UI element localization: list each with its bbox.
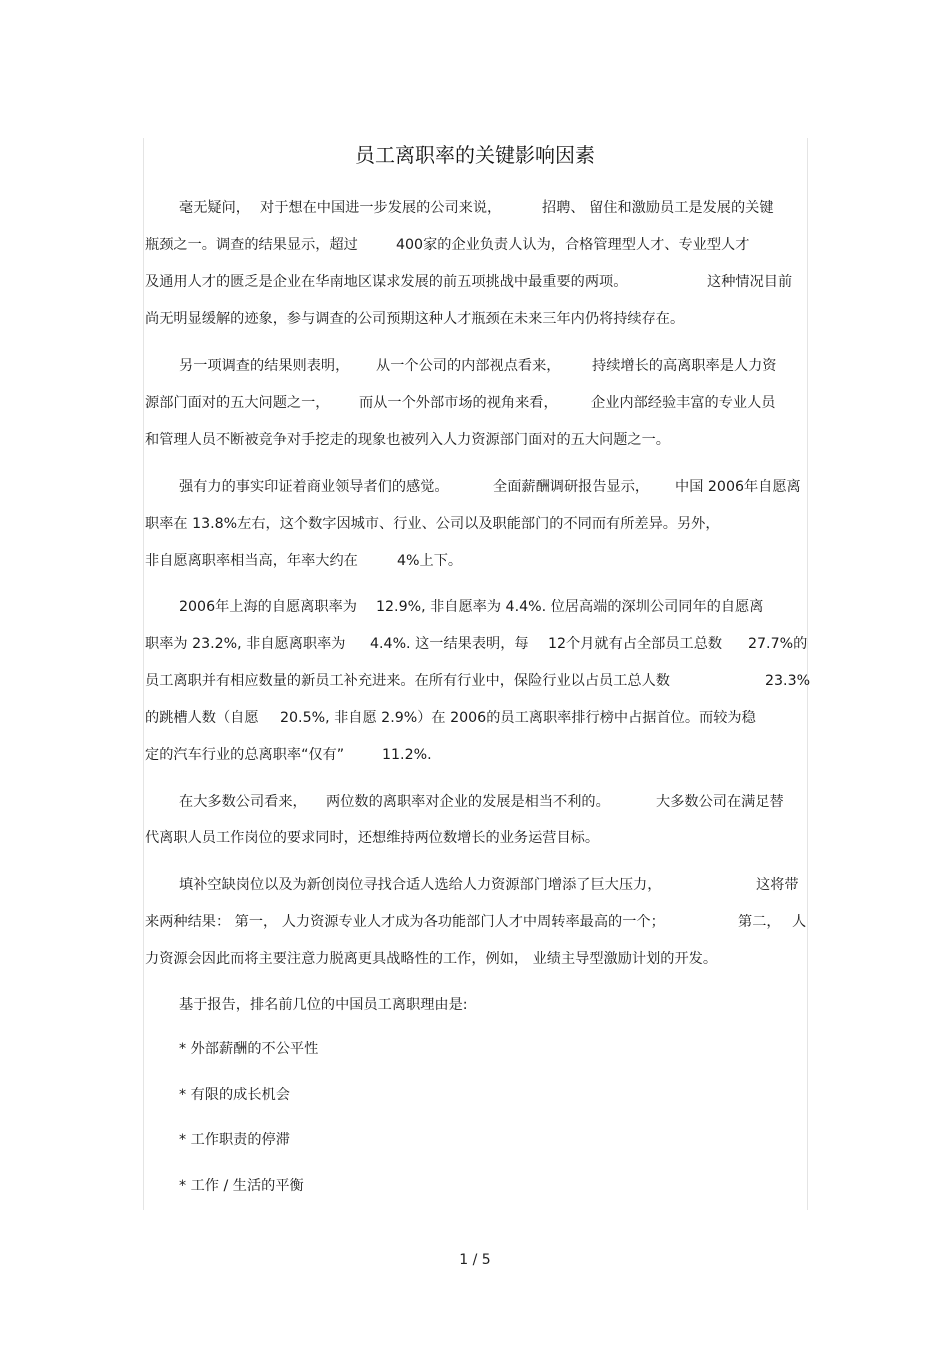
p1-l1c: 招聘、 留住和激励员工是发展的关键 (542, 200, 774, 216)
p2-line-3 (145, 428, 810, 452)
bullet-item-1: * 外部薪酬的不公平性 (179, 1041, 319, 1057)
p1-l3a: 及通用人才的匮乏是企业在华南地区谋求发展的前五项挑战中最重要的两项。 (145, 274, 628, 290)
p4-l2d: 27.7%的 (748, 636, 808, 652)
p1-l2b: 400家的企业负责人认为，合格管理型人才、专业型人才 (396, 237, 750, 253)
p4-l1b: 12.9%, 非自愿率为 4.4%. 位居高端的深圳公司同年的自愿离 (376, 599, 764, 615)
list-item (145, 1128, 810, 1152)
p1-l2a: 瓶颈之一。调查的结果显示，超过 (145, 237, 358, 253)
p3-l1a: 强有力的事实印证着商业领导者们的感觉。 (179, 479, 449, 495)
p1-l1a: 毫无疑问， (179, 200, 250, 216)
p6-line-1 (145, 873, 810, 897)
p2-line-2 (145, 391, 810, 415)
p4-l4b: 20.5%, 非自愿 2.9%）在 2006的员工离职率排行榜中占据首位。而较为稳 (280, 710, 756, 726)
document-title: 员工离职率的关键影响因素 (355, 143, 595, 167)
p7-l1a: 基于报告，排名前几位的中国员工离职理由是: (179, 997, 468, 1013)
list-item (145, 1174, 810, 1198)
list-item (145, 1083, 810, 1107)
p1-line-2 (145, 233, 810, 257)
p5-l2a: 代离职人员工作岗位的要求同时，还想维持两位数增长的业务运营目标。 (145, 830, 600, 846)
p4-l5a: 定的汽车行业的总离职率“仅有” (145, 747, 345, 763)
p1-line-1 (145, 196, 810, 220)
p2-l1a: 另一项调查的结果则表明， (179, 358, 350, 374)
p1-l4a: 尚无明显缓解的迹象，参与调查的公司预期这种人才瓶颈在未来三年内仍将持续存在。 (145, 311, 685, 327)
p5-line-1 (145, 790, 810, 814)
p3-l1c: 中国 2006年自愿离 (675, 479, 801, 495)
p4-l2b: 4.4%. 这一结果表明，每 (370, 636, 529, 652)
p6-l1a: 填补空缺岗位以及为新创岗位寻找合适人选给人力资源部门增添了巨大压力， (179, 877, 662, 893)
p2-line-1 (145, 354, 810, 378)
p6-l2b: 第二， (738, 914, 781, 930)
bullet-item-3: * 工作职责的停滞 (179, 1132, 290, 1148)
p1-l3b: 这种情况目前 (707, 274, 793, 290)
p2-l1c: 持续增长的高离职率是人力资 (592, 358, 777, 374)
p2-l2a: 源部门面对的五大问题之一， (145, 395, 330, 411)
p3-l3a: 非自愿离职率相当高，年率大约在 (145, 553, 358, 569)
p4-l3a: 员工离职并有相应数量的新员工补充进来。在所有行业中，保险行业以占员工总人数 (145, 673, 670, 689)
p4-line-5 (145, 743, 810, 767)
p4-l2a: 职率为 23.2%, 非自愿离职率为 (145, 636, 346, 652)
p2-l3a: 和管理人员不断被竞争对手挖走的现象也被列入人力资源部门面对的五大问题之一。 (145, 432, 670, 448)
p4-l4a: 的跳槽人数（自愿 (145, 710, 259, 726)
p4-l5b: 11.2%. (382, 747, 432, 763)
list-item (145, 1037, 810, 1061)
p6-line-3 (145, 947, 810, 971)
p4-l1a: 2006年上海的自愿离职率为 (179, 599, 357, 615)
p6-l3a: 力资源会因此而将主要注意力脱离更具战略性的工作，例如， 业绩主导型激励计划的开发。 (145, 951, 718, 967)
bullet-item-2: * 有限的成长机会 (179, 1087, 290, 1103)
p3-l1b: 全面薪酬调研报告显示， (493, 479, 650, 495)
p4-line-3 (145, 669, 810, 693)
p4-line-4 (145, 706, 810, 730)
p2-l1b: 从一个公司的内部视点看来， (376, 358, 561, 374)
p6-l2c: 人 (792, 914, 807, 930)
p3-line-2 (145, 512, 810, 536)
p2-l2b: 而从一个外部市场的视角来看， (359, 395, 558, 411)
p2-l2c: 企业内部经验丰富的专业人员 (591, 395, 776, 411)
p4-line-1 (145, 595, 810, 619)
p5-line-2 (145, 826, 810, 850)
p6-l1b: 这将带 (756, 877, 799, 893)
p3-l3b: 4%上下。 (397, 553, 463, 569)
page-indicator: 1 / 5 (459, 1252, 491, 1268)
p4-l2c: 12个月就有占全部员工总数 (548, 636, 723, 652)
bullet-item-4: * 工作 / 生活的平衡 (179, 1178, 304, 1194)
p4-line-2 (145, 632, 810, 656)
p1-line-4 (145, 307, 810, 331)
p3-line-3 (145, 549, 810, 573)
p1-line-3 (145, 270, 810, 294)
p4-l3b: 23.3% (765, 673, 811, 689)
p1-l1b: 对于想在中国进一步发展的公司来说， (260, 200, 502, 216)
p6-line-2 (145, 910, 810, 934)
p3-line-1 (145, 475, 810, 499)
p5-l1c: 大多数公司在满足替 (656, 794, 784, 810)
p5-l1a: 在大多数公司看来， (179, 794, 307, 810)
p6-l2a: 来两种结果： 第一， 人力资源专业人才成为各功能部门人才中周转率最高的一个； (145, 914, 665, 930)
p3-l2a: 职率在 13.8%左右，这个数字因城市、行业、公司以及职能部门的不同而有所差异。另外， (145, 516, 720, 532)
p7-line-1 (145, 993, 810, 1017)
p5-l1b: 两位数的离职率对企业的发展是相当不利的。 (326, 794, 610, 810)
